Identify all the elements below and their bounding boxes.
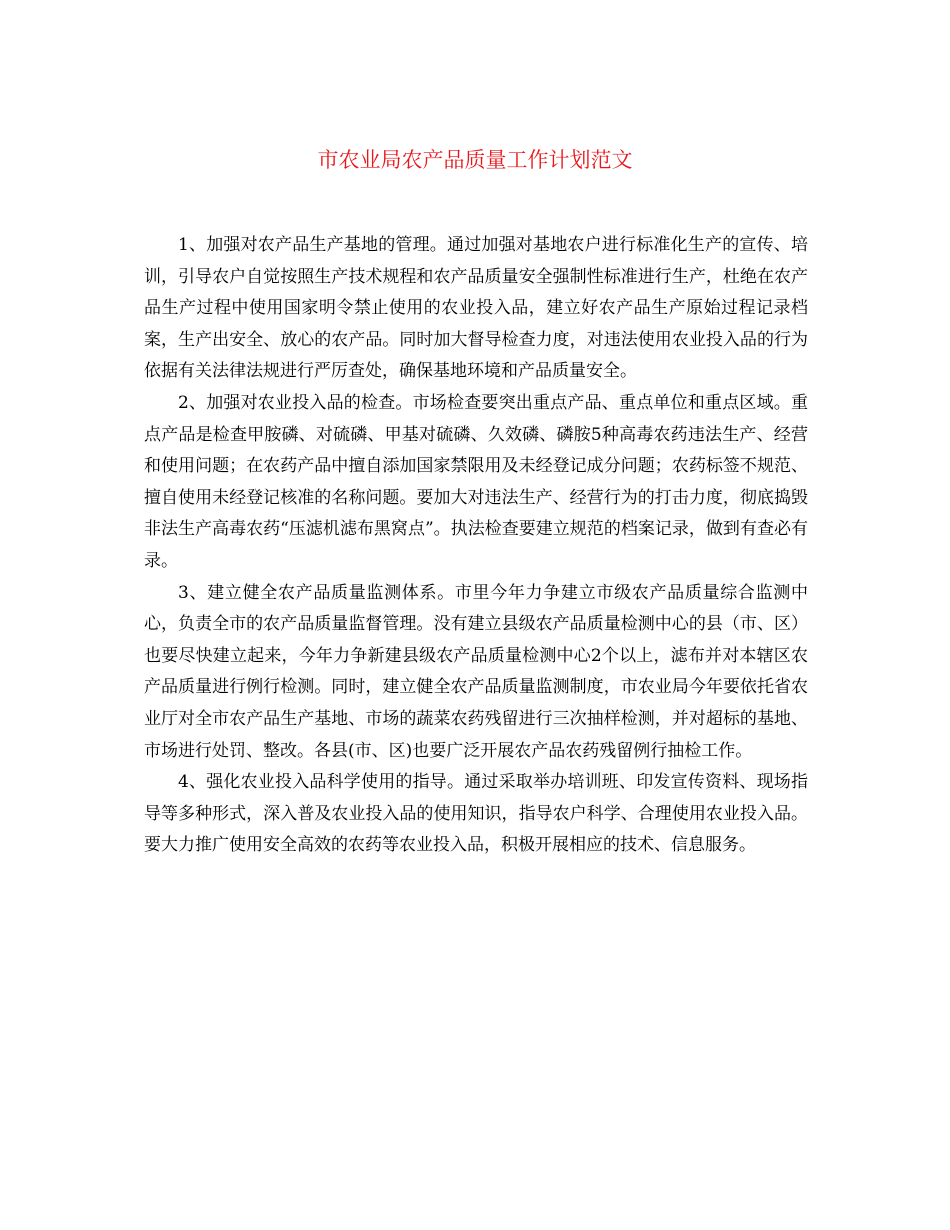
paragraph-4: 4、强化农业投入品科学使用的指导。通过采取举办培训班、印发宣传资料、现场指导等多种形式，深入普及农业投入品的使用知识，指导农户科学、合理使用农业投入品。要大力推广使用安全高效的农药等农业投入品，积极开展相应的技术、信息服务。 — [144, 772, 808, 856]
paragraph-2: 2、加强对农业投入品的检查。市场检查要突出重点产品、重点单位和重点区域。重点产品是检查甲胺磷、对硫磷、甲基对硫磷、久效磷、磷胺5种高毒农药违法生产、经营和使用问题；在农药产品中擅自添加国家禁限用及未经登记成分问题；农药标签不规范、擅自使用未经登记核准的名称问题。要加大对违法生产、经营行为的打击力度，彻底捣毁非法生产高毒农药“压滤机滤布黑窝点”。执法检查要建立规范的档案记录，做到有查必有录。 — [144, 392, 808, 571]
document-body — [144, 230, 808, 862]
paragraph-3: 3、建立健全农产品质量监测体系。市里今年力争建立市级农产品质量综合监测中心，负责全市的农产品质量监督管理。没有建立县级农产品质量检测中心的县（市、区）也要尽快建立起来，今年力争新建县级农产品质量检测中心2个以上，滤布并对本辖区农产品质量进行例行检测。同时，建立健全农产品质量监测制度，市农业局今年要依托省农业厅对全市农产品生产基地、市场的蔬菜农药残留进行三次抽样检测，并对超标的基地、市场进行处罚、整改。各县(市、区)也要广泛开展农产品农药残留例行抽检工作。 — [144, 582, 808, 761]
document-title: 市农业局农产品质量工作计划范文 — [317, 148, 633, 172]
paragraph-1: 1、加强对农产品生产基地的管理。通过加强对基地农户进行标准化生产的宣传、培训，引导农户自觉按照生产技术规程和农产品质量安全强制性标准进行生产，杜绝在农产品生产过程中使用国家明令禁止使用的农业投入品，建立好农产品生产原始过程记录档案，生产出安全、放心的农产品。同时加大督导检查力度，对违法使用农业投入品的行为依据有关法律法规进行严厉查处，确保基地环境和产品质量安全。 — [144, 235, 808, 382]
